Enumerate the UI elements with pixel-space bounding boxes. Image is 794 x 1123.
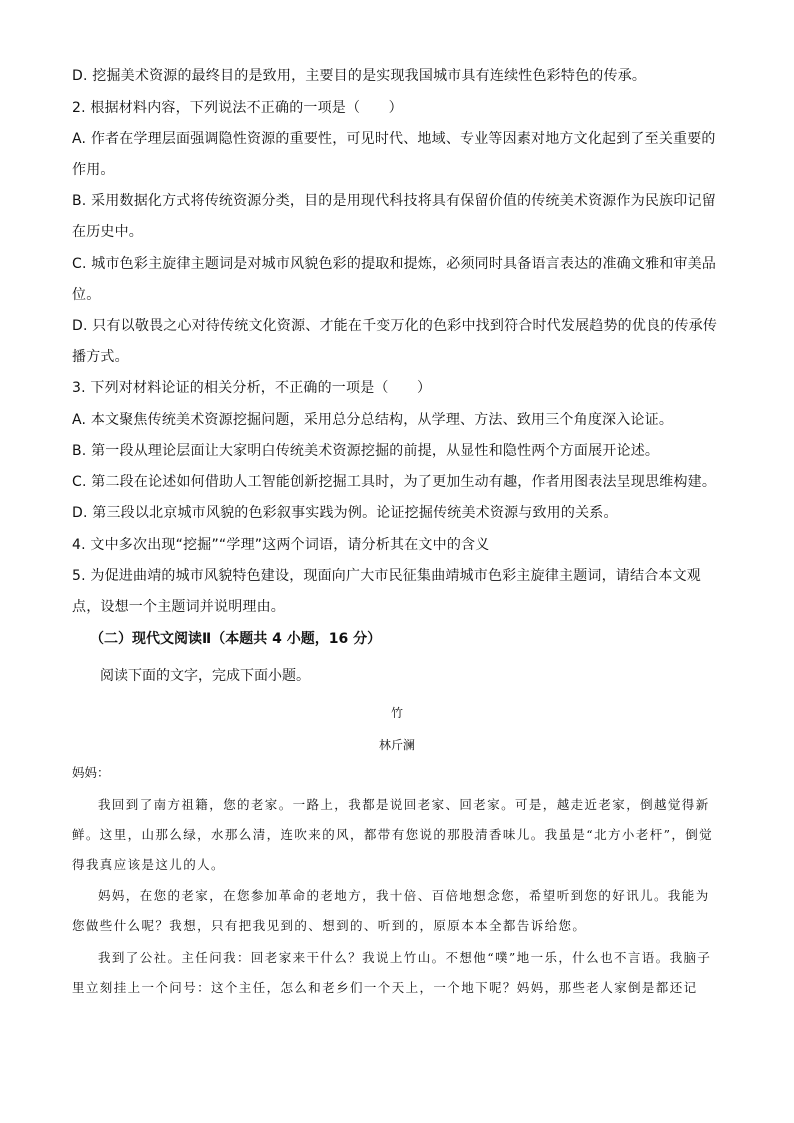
- letter-paragraph-2: 妈妈，在您的老家，在您参加革命的老地方，我十倍、百倍地想念您，希望听到您的好讯儿。我能为您做些什么呢？我想，只有把我见到的、想到的、听到的，原原本本全都告诉给您。: [72, 888, 710, 933]
- section-title: （二）现代文阅读Ⅱ（本题共 4 小题，16 分）: [90, 631, 382, 647]
- q3-option-d: D. 第三段以北京城市风貌的色彩叙事实践为例。论证挖掘传统美术资源与致用的关系。: [72, 505, 618, 521]
- q2-option-c: C. 城市色彩主旋律主题词是对城市风貌色彩的提取和提炼，必须同时具备语言表达的准确文雅和审美品位。: [72, 256, 717, 303]
- story-title: 竹: [390, 706, 403, 720]
- letter-paragraph-3: 我到了公社。主任问我：回老家来干什么？我说上竹山。不想他“噗”地一乐，什么也不言语。我脑子里立刻挂上一个问号：这个主任，怎么和老乡们一个天上，一个地下呢？妈妈，那些老人家倒是都还记: [72, 950, 712, 995]
- q2-option-d: D. 只有以敬畏之心对待传统文化资源、才能在千变万化的色彩中找到符合时代发展趋势的优良的传承传播方式。: [72, 318, 718, 365]
- q3-option-a: A. 本文聚焦传统美术资源挖掘问题，采用总分总结构，从学理、方法、致用三个角度深入论证。: [72, 412, 674, 428]
- letter-salutation: 妈妈：: [72, 765, 110, 780]
- reading-instruction: 阅读下面的文字，完成下面小题。: [100, 668, 310, 684]
- q2-option-b: B. 采用数据化方式将传统资源分类，目的是用现代科技将具有保留价值的传统美术资源作为民族印记留在历史中。: [72, 193, 716, 240]
- q2-option-a: A. 作者在学理层面强调隐性资源的重要性，可见时代、地域、专业等因素对地方文化起到了至关重要的作用。: [72, 131, 716, 178]
- letter-paragraph-1: 我回到了南方祖籍，您的老家。一路上，我都是说回老家、回老家。可是，越走近老家，倒越觉得新鲜。这里，山那么绿，水那么清，连吹来的风，都带有您说的那股清香味儿。我虽是“北方小老杆”，倒觉得我真应该是这儿的人。: [72, 797, 714, 872]
- question-4: 4. 文中多次出现“挖掘”“学理”这两个词语，请分析其在文中的含义: [72, 537, 490, 553]
- q3-option-b: B. 第一段从理论层面让大家明白传统美术资源挖掘的前提，从显性和隐性两个方面展开论述。: [72, 443, 660, 459]
- question-5: 5. 为促进曲靖的城市风貌特色建设，现面向广大市民征集曲靖城市色彩主旋律主题词，请结合本文观点，设想一个主题词并说明理由。: [72, 568, 702, 615]
- q2-title: 2. 根据材料内容，下列说法不正确的一项是（ ）: [72, 100, 403, 116]
- q3-option-c: C. 第二段在论述如何借助人工智能创新挖掘工具时，为了更加生动有趣，作者用图表法呈现思维构建。: [72, 474, 717, 490]
- q1-option-d: D. 挖掘美术资源的最终目的是致用，主要目的是实现我国城市具有连续性色彩特色的传承。: [72, 68, 647, 84]
- q3-title: 3. 下列对材料论证的相关分析，不正确的一项是（ ）: [72, 380, 432, 396]
- story-author: 林斤澜: [378, 738, 415, 752]
